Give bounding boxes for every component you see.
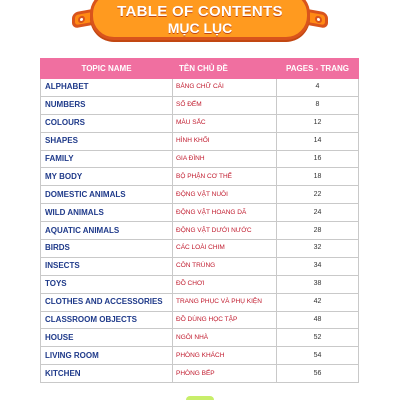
topic-name-cell: ALPHABET xyxy=(41,79,173,97)
vietnamese-name-cell: ĐỒ DÙNG HỌC TẬP xyxy=(173,311,277,329)
table-header-row xyxy=(41,59,359,79)
table-row[interactable] xyxy=(41,365,359,383)
table-row[interactable] xyxy=(41,168,359,186)
page-number-cell: 22 xyxy=(277,186,359,204)
footer-decoration xyxy=(186,396,214,400)
page-number-cell: 54 xyxy=(277,347,359,365)
topic-name-cell: COLOURS xyxy=(41,114,173,132)
vietnamese-name-cell: PHÒNG KHÁCH xyxy=(173,347,277,365)
table-row[interactable] xyxy=(41,222,359,240)
vietnamese-name-cell: ĐỘNG VẬT HOANG DÃ xyxy=(173,204,277,222)
vietnamese-name-cell: BỘ PHẬN CƠ THỂ xyxy=(173,168,277,186)
table-row[interactable] xyxy=(41,204,359,222)
page-number-cell: 52 xyxy=(277,329,359,347)
topic-name-cell: FAMILY xyxy=(41,150,173,168)
page-number-cell: 24 xyxy=(277,204,359,222)
topic-name-cell: CLOTHES AND ACCESSORIES xyxy=(41,293,173,311)
page-number-cell: 12 xyxy=(277,114,359,132)
table-row[interactable] xyxy=(41,132,359,150)
page-number-cell: 56 xyxy=(277,365,359,383)
page-number-cell: 4 xyxy=(277,79,359,97)
table-row[interactable] xyxy=(41,150,359,168)
vietnamese-name-cell: ĐỘNG VẬT NUÔI xyxy=(173,186,277,204)
page-number-cell: 16 xyxy=(277,150,359,168)
contents-table xyxy=(40,58,359,383)
topic-name-cell: DOMESTIC ANIMALS xyxy=(41,186,173,204)
vietnamese-name-cell: CÔN TRÙNG xyxy=(173,257,277,275)
column-header-pages: PAGES - TRANG xyxy=(277,59,359,79)
vietnamese-name-cell: GIA ĐÌNH xyxy=(173,150,277,168)
vietnamese-name-cell: SỐ ĐẾM xyxy=(173,96,277,114)
table-row[interactable] xyxy=(41,114,359,132)
table-row[interactable] xyxy=(41,329,359,347)
vietnamese-name-cell: BẢNG CHỮ CÁI xyxy=(173,79,277,97)
topic-name-cell: BIRDS xyxy=(41,240,173,258)
vietnamese-name-cell: MÀU SẮC xyxy=(173,114,277,132)
page-number-cell: 14 xyxy=(277,132,359,150)
table-row[interactable] xyxy=(41,293,359,311)
page-number-cell: 32 xyxy=(277,240,359,258)
table-row[interactable] xyxy=(41,275,359,293)
vietnamese-name-cell: ĐỒ CHƠI xyxy=(173,275,277,293)
table-row[interactable] xyxy=(41,79,359,97)
page-number-cell: 18 xyxy=(277,168,359,186)
topic-name-cell: MY BODY xyxy=(41,168,173,186)
topic-name-cell: WILD ANIMALS xyxy=(41,204,173,222)
table-row[interactable] xyxy=(41,311,359,329)
topic-name-cell: LIVING ROOM xyxy=(41,347,173,365)
table-row[interactable] xyxy=(41,186,359,204)
vietnamese-name-cell: ĐỘNG VẬT DƯỚI NƯỚC xyxy=(173,222,277,240)
page-number-cell: 48 xyxy=(277,311,359,329)
topic-name-cell: NUMBERS xyxy=(41,96,173,114)
topic-name-cell: SHAPES xyxy=(41,132,173,150)
page-number-cell: 38 xyxy=(277,275,359,293)
page-subtitle: MỤC LỤC xyxy=(167,19,233,36)
page-number-cell: 8 xyxy=(277,96,359,114)
table-row[interactable] xyxy=(41,240,359,258)
vietnamese-name-cell: HÌNH KHỐI xyxy=(173,132,277,150)
table-body xyxy=(41,79,359,383)
vietnamese-name-cell: CÁC LOÀI CHIM xyxy=(173,240,277,258)
ribbon-hole-icon xyxy=(78,15,85,23)
vietnamese-name-cell: PHÒNG BẾP xyxy=(173,365,277,383)
page-number-cell: 34 xyxy=(277,257,359,275)
ribbon-hole-icon xyxy=(315,15,322,23)
table-row[interactable] xyxy=(41,257,359,275)
vietnamese-name-cell: TRANG PHỤC VÀ PHỤ KIỆN xyxy=(173,293,277,311)
title-banner xyxy=(90,0,310,40)
page-number-cell: 28 xyxy=(277,222,359,240)
column-header-topic: TOPIC NAME xyxy=(41,59,173,79)
table-row[interactable] xyxy=(41,96,359,114)
topic-name-cell: TOYS xyxy=(41,275,173,293)
page-title: TABLE OF CONTENTS xyxy=(117,2,283,20)
topic-name-cell: KITCHEN xyxy=(41,365,173,383)
topic-name-cell: CLASSROOM OBJECTS xyxy=(41,311,173,329)
table-row[interactable] xyxy=(41,347,359,365)
page-number-cell: 42 xyxy=(277,293,359,311)
topic-name-cell: AQUATIC ANIMALS xyxy=(41,222,173,240)
column-header-vietnamese: TÊN CHỦ ĐỀ xyxy=(173,59,277,79)
topic-name-cell: HOUSE xyxy=(41,329,173,347)
vietnamese-name-cell: NGÔI NHÀ xyxy=(173,329,277,347)
topic-name-cell: INSECTS xyxy=(41,257,173,275)
